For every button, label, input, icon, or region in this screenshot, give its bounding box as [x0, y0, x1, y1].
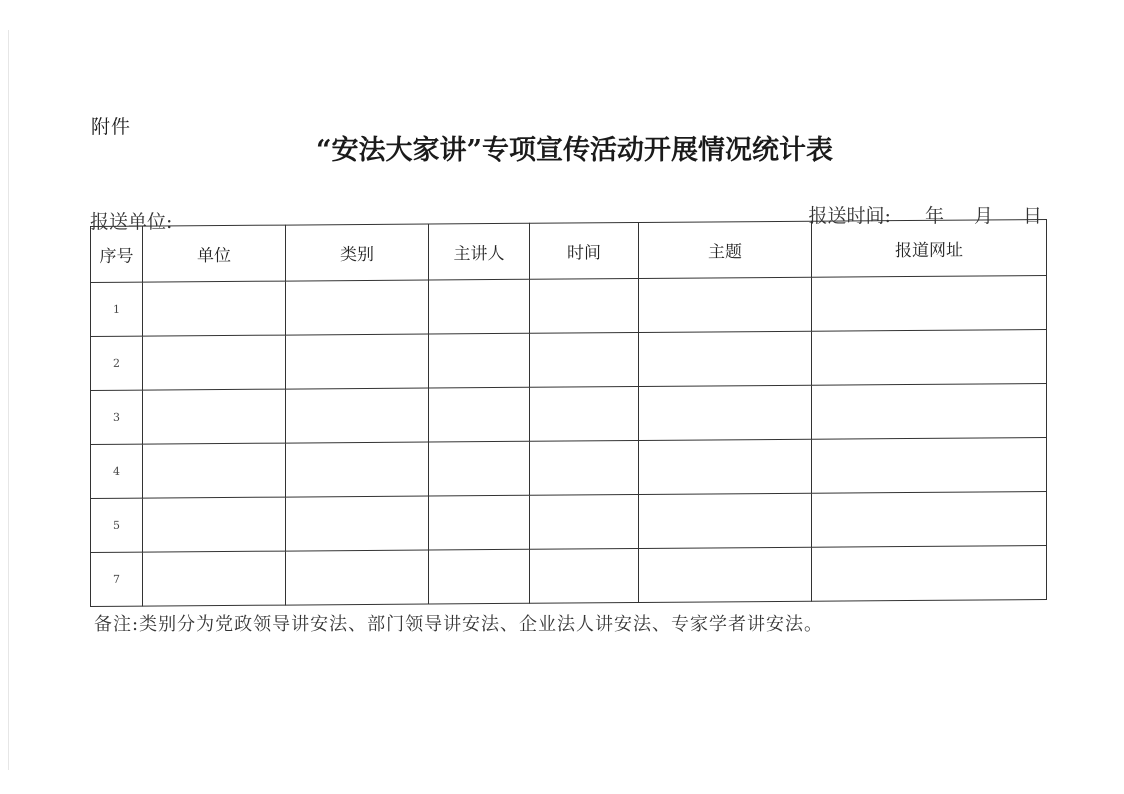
column-header-time: 时间	[530, 222, 639, 279]
row-seq: 1	[91, 282, 143, 336]
month-label: 月	[973, 205, 993, 227]
column-header-category: 类别	[286, 224, 429, 281]
time-cell[interactable]	[530, 332, 639, 387]
speaker-cell[interactable]	[429, 279, 530, 334]
topic-cell[interactable]	[639, 277, 812, 332]
report-url-cell[interactable]	[812, 275, 1047, 331]
report-url-cell[interactable]	[812, 545, 1047, 601]
table-row	[91, 437, 1047, 498]
report-url-cell[interactable]	[812, 491, 1047, 547]
row-seq: 3	[91, 390, 143, 444]
attachment-label: 附件	[91, 116, 132, 138]
unit-cell[interactable]	[143, 281, 286, 336]
year-label: 年	[924, 205, 944, 227]
topic-cell[interactable]	[639, 493, 812, 548]
topic-cell[interactable]	[639, 385, 812, 440]
speaker-cell[interactable]	[429, 549, 530, 604]
topic-cell[interactable]	[639, 439, 812, 494]
unit-cell[interactable]	[143, 443, 286, 498]
statistics-table	[90, 219, 1047, 607]
table-header-row	[91, 219, 1047, 282]
time-cell[interactable]	[530, 278, 639, 333]
unit-cell[interactable]	[143, 497, 286, 552]
speaker-cell[interactable]	[429, 387, 530, 442]
report-unit-label: 报送单位:	[90, 211, 173, 233]
time-cell[interactable]	[530, 386, 639, 441]
column-header-seq: 序号	[91, 226, 143, 282]
document-title: “安法大家讲”专项宣传活动开展情况统计表	[315, 135, 834, 166]
table-row	[91, 329, 1047, 390]
row-seq: 4	[91, 444, 143, 498]
category-cell[interactable]	[286, 334, 429, 389]
day-label: 日	[1022, 205, 1042, 227]
report-url-cell[interactable]	[812, 383, 1047, 439]
category-cell[interactable]	[286, 280, 429, 335]
speaker-cell[interactable]	[429, 333, 530, 388]
table-row	[91, 275, 1047, 336]
report-time-label: 报送时间:	[808, 205, 891, 227]
row-seq: 2	[91, 336, 143, 390]
row-seq: 7	[91, 552, 143, 606]
report-url-cell[interactable]	[812, 437, 1047, 493]
topic-cell[interactable]	[639, 547, 812, 602]
unit-cell[interactable]	[143, 389, 286, 444]
remark-note: 备注:类别分为党政领导讲安法、部门领导讲安法、企业法人讲安法、专家学者讲安法。	[94, 614, 824, 635]
category-cell[interactable]	[286, 442, 429, 497]
table-row	[91, 545, 1047, 606]
time-cell[interactable]	[530, 494, 639, 549]
column-header-unit: 单位	[143, 225, 286, 282]
category-cell[interactable]	[286, 496, 429, 551]
category-cell[interactable]	[286, 550, 429, 605]
category-cell[interactable]	[286, 388, 429, 443]
topic-cell[interactable]	[639, 331, 812, 386]
column-header-speaker: 主讲人	[429, 223, 530, 280]
time-cell[interactable]	[530, 440, 639, 495]
report-url-cell[interactable]	[812, 329, 1047, 385]
unit-cell[interactable]	[143, 335, 286, 390]
row-seq: 5	[91, 498, 143, 552]
column-header-report-url: 报道网址	[812, 219, 1047, 277]
time-cell[interactable]	[530, 548, 639, 603]
column-header-topic: 主题	[639, 221, 812, 278]
unit-cell[interactable]	[143, 551, 286, 606]
speaker-cell[interactable]	[429, 441, 530, 496]
table-row	[91, 383, 1047, 444]
speaker-cell[interactable]	[429, 495, 530, 550]
table-row	[91, 491, 1047, 552]
